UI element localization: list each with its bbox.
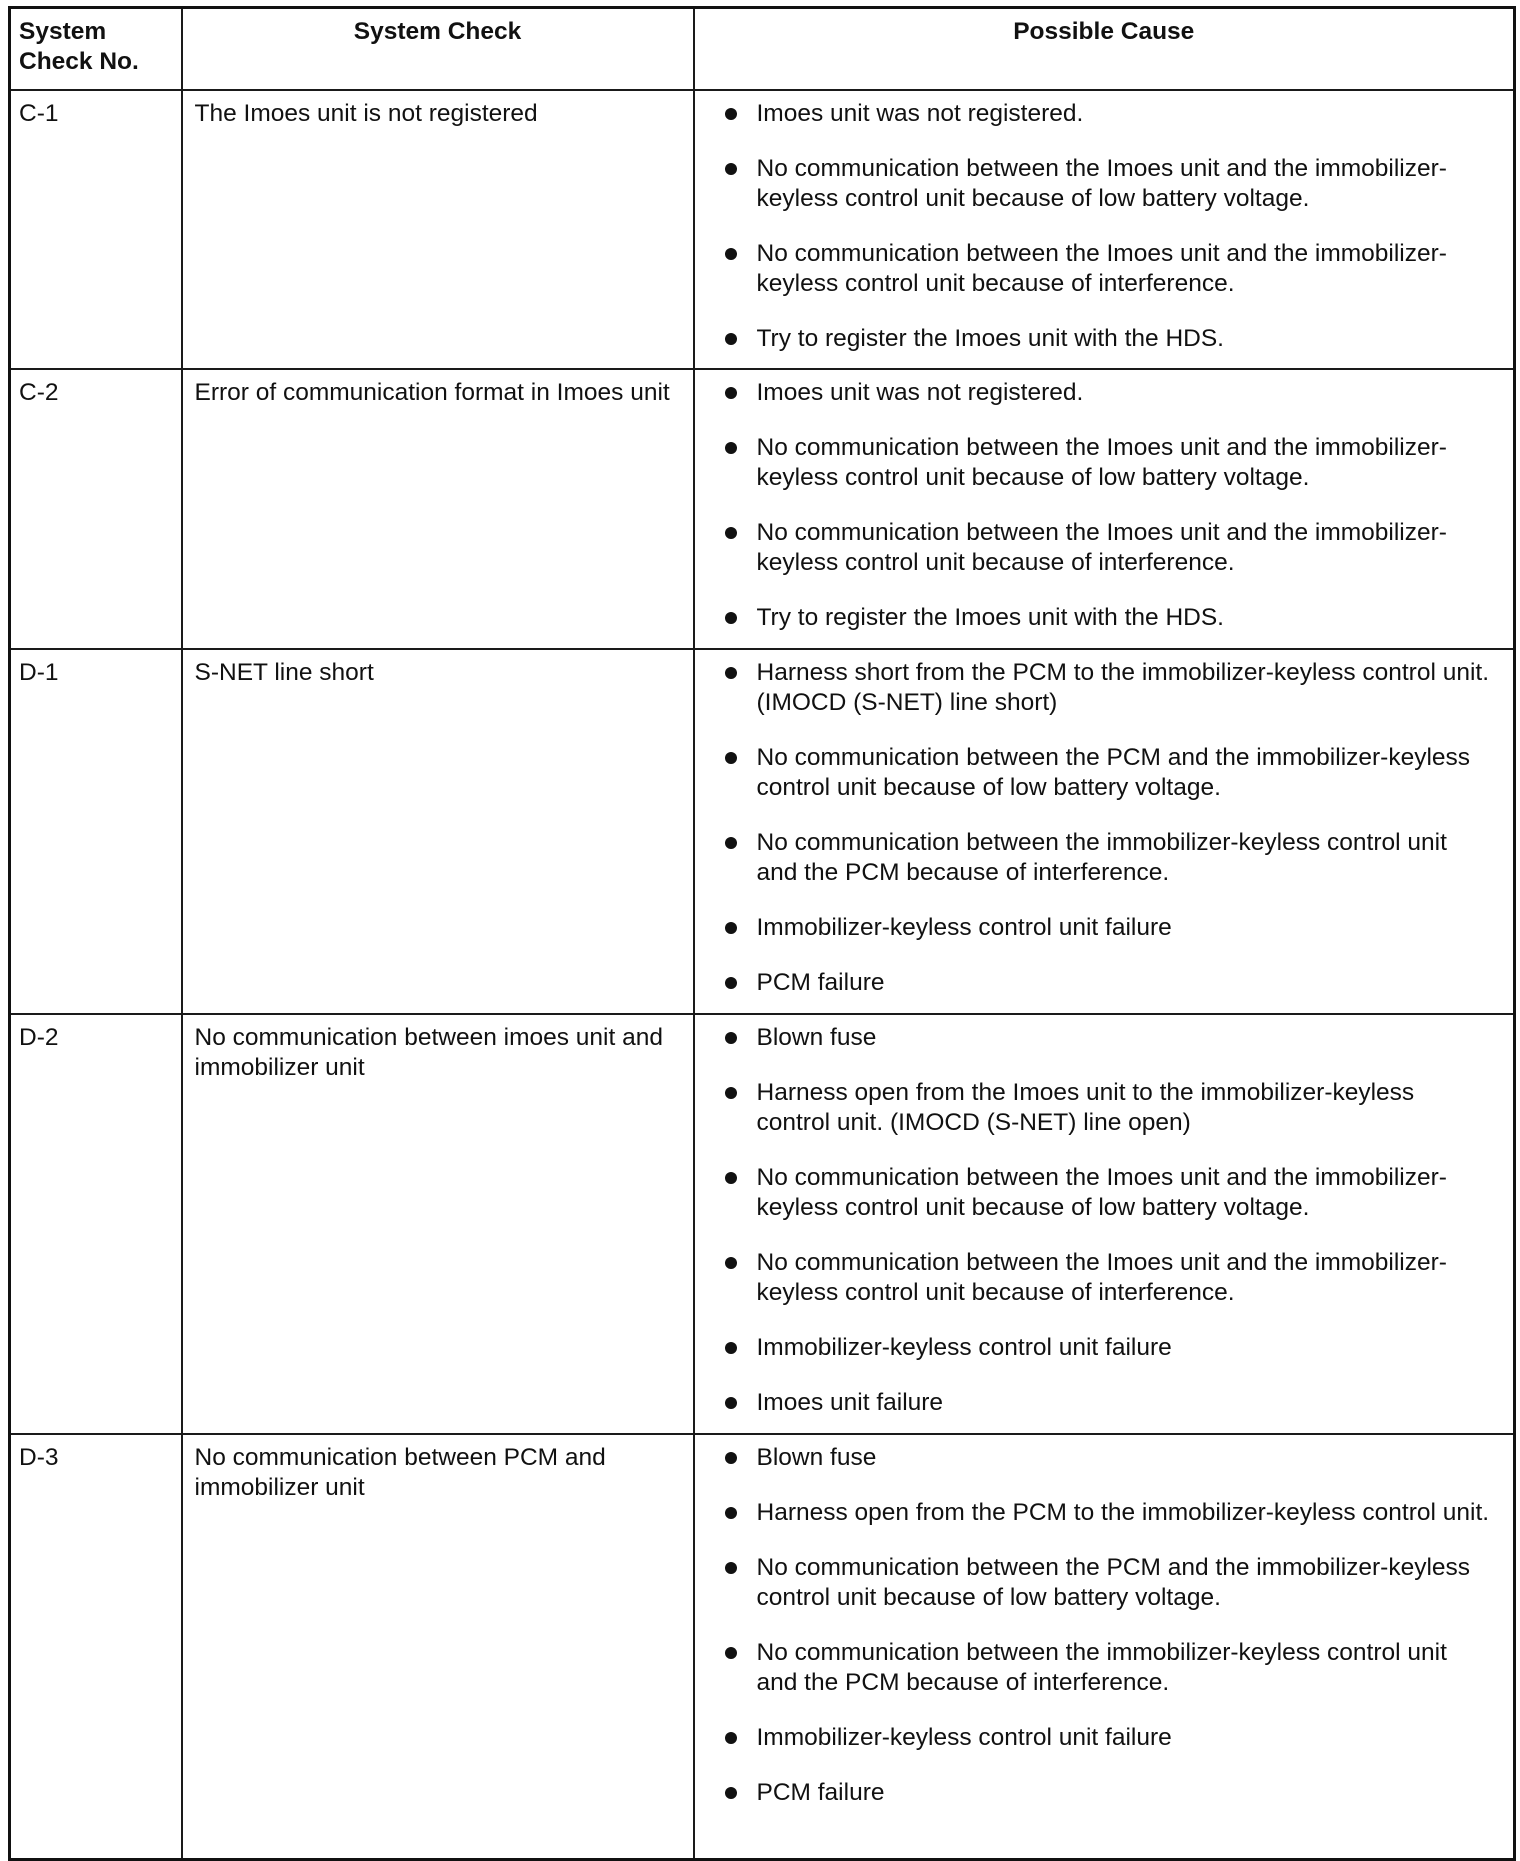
cause-item: No communication between the PCM and the immobilizer-keyless control unit because of low battery voltage. [725, 1553, 1494, 1613]
cause-item: No communication between the immobilizer-keyless control unit and the PCM because of interference. [725, 828, 1494, 888]
header-label: System Check [353, 18, 522, 45]
bullet-icon [725, 1452, 737, 1464]
cause-item: Blown fuse [725, 1443, 1494, 1473]
cause-item: Harness open from the Imoes unit to the immobilizer-keyless control unit. (IMOCD (S-NET) line open) [725, 1078, 1494, 1138]
cause-item: Imoes unit failure [725, 1388, 1494, 1418]
cause-list [695, 1435, 1514, 1808]
table-row [10, 90, 1515, 369]
cause-list [695, 1015, 1514, 1418]
bullet-icon [725, 922, 737, 934]
cause-list [695, 650, 1514, 998]
cause-item: Imoes unit was not registered. [725, 378, 1494, 408]
bullet-icon [725, 248, 737, 260]
cause-item: No communication between the Imoes unit and the immobilizer-keyless control unit because of low battery voltage. [725, 433, 1494, 493]
system-check-cell: S-NET line short [182, 649, 694, 1014]
bullet-icon [725, 1787, 737, 1799]
cause-item: No communication between the Imoes unit and the immobilizer-keyless control unit because of low battery voltage. [725, 154, 1494, 214]
header-label: System Check No. [19, 18, 139, 75]
cause-item: Blown fuse [725, 1023, 1494, 1053]
check-no-cell: D-2 [10, 1014, 182, 1434]
bullet-icon [725, 752, 737, 764]
bullet-icon [725, 1732, 737, 1744]
bullet-icon [725, 333, 737, 345]
bullet-icon [725, 667, 737, 679]
table-row [10, 1434, 1515, 1859]
bullet-icon [725, 1257, 737, 1269]
bullet-icon [725, 1562, 737, 1574]
bullet-icon [725, 442, 737, 454]
troubleshooting-table [8, 6, 1516, 1861]
cause-item: Harness open from the PCM to the immobilizer-keyless control unit. [725, 1498, 1494, 1528]
cause-item: Immobilizer-keyless control unit failure [725, 1723, 1494, 1753]
cause-item: Harness short from the PCM to the immobilizer-keyless control unit. (IMOCD (S-NET) line short) [725, 658, 1494, 718]
cause-item: No communication between the Imoes unit and the immobilizer-keyless control unit because of interference. [725, 518, 1494, 578]
check-no-cell: C-2 [10, 369, 182, 649]
bullet-icon [725, 527, 737, 539]
check-no-cell: C-1 [10, 90, 182, 369]
possible-cause-cell [694, 1014, 1515, 1434]
check-no-cell: D-1 [10, 649, 182, 1014]
table-row [10, 1014, 1515, 1434]
bullet-icon [725, 387, 737, 399]
bullet-icon [725, 1032, 737, 1044]
cause-list [695, 91, 1514, 354]
table-row [10, 369, 1515, 649]
cause-item: PCM failure [725, 1778, 1494, 1808]
table-header-row [10, 8, 1515, 91]
bullet-icon [725, 1647, 737, 1659]
bullet-icon [725, 837, 737, 849]
system-check-cell: The Imoes unit is not registered [182, 90, 694, 369]
cause-item: No communication between the Imoes unit and the immobilizer-keyless control unit because of low battery voltage. [725, 1163, 1494, 1223]
cause-item: Immobilizer-keyless control unit failure [725, 1333, 1494, 1363]
bullet-icon [725, 108, 737, 120]
header-system-check-no [10, 8, 182, 91]
possible-cause-cell [694, 1434, 1515, 1859]
bullet-icon [725, 1172, 737, 1184]
system-check-cell: No communication between PCM and immobilizer unit [182, 1434, 694, 1859]
document-page [8, 6, 1513, 1855]
cause-item: No communication between the Imoes unit and the immobilizer-keyless control unit because of interference. [725, 239, 1494, 299]
cause-item: No communication between the PCM and the immobilizer-keyless control unit because of low battery voltage. [725, 743, 1494, 803]
system-check-cell: Error of communication format in Imoes unit [182, 369, 694, 649]
bullet-icon [725, 977, 737, 989]
cause-item: Try to register the Imoes unit with the HDS. [725, 603, 1494, 633]
cause-item: No communication between the Imoes unit and the immobilizer-keyless control unit because of interference. [725, 1248, 1494, 1308]
table-row [10, 649, 1515, 1014]
cause-item: Immobilizer-keyless control unit failure [725, 913, 1494, 943]
bullet-icon [725, 612, 737, 624]
check-no-cell: D-3 [10, 1434, 182, 1859]
cause-item: Try to register the Imoes unit with the HDS. [725, 324, 1494, 354]
cause-item: No communication between the immobilizer-keyless control unit and the PCM because of interference. [725, 1638, 1494, 1698]
bullet-icon [725, 1397, 737, 1409]
possible-cause-cell [694, 369, 1515, 649]
header-possible-cause [694, 8, 1515, 91]
possible-cause-cell [694, 649, 1515, 1014]
header-label: Possible Cause [1013, 18, 1195, 45]
header-system-check [182, 8, 694, 91]
bullet-icon [725, 1087, 737, 1099]
bullet-icon [725, 1342, 737, 1354]
system-check-cell: No communication between imoes unit and immobilizer unit [182, 1014, 694, 1434]
cause-item: PCM failure [725, 968, 1494, 998]
bullet-icon [725, 163, 737, 175]
cause-list [695, 370, 1514, 633]
possible-cause-cell [694, 90, 1515, 369]
cause-item: Imoes unit was not registered. [725, 99, 1494, 129]
bullet-icon [725, 1507, 737, 1519]
